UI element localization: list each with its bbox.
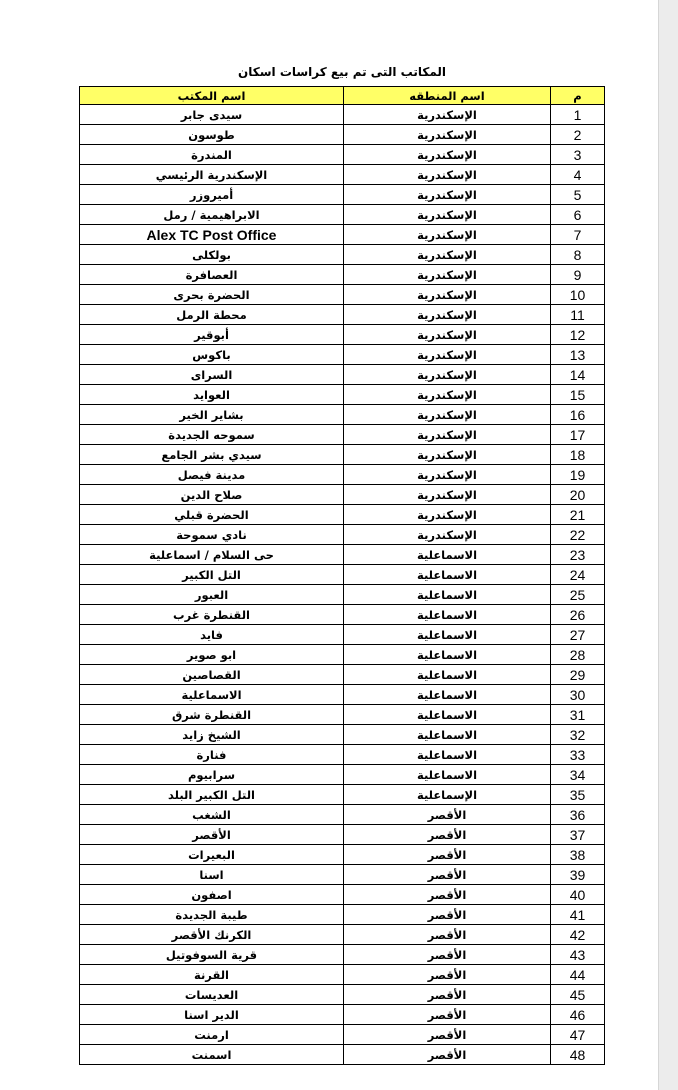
region-name-cell: الأقصر [344,845,551,865]
row-number-cell: 28 [551,645,605,665]
table-row [80,385,605,405]
region-name-cell: الإسكندرية [344,225,551,245]
table-row [80,445,605,465]
office-name-cell: سموحه الجديدة [80,425,344,445]
office-name-cell: طوسون [80,125,344,145]
office-name-cell: العصافرة [80,265,344,285]
header-number: م [551,87,605,105]
office-name-cell: العوايد [80,385,344,405]
table-row [80,945,605,965]
region-name-cell: الاسماعلية [344,705,551,725]
table-row [80,125,605,145]
region-name-cell: الأقصر [344,985,551,1005]
row-number-cell: 9 [551,265,605,285]
row-number-cell: 21 [551,505,605,525]
table-row [80,825,605,845]
row-number-cell: 8 [551,245,605,265]
row-number-cell: 1 [551,105,605,125]
region-name-cell: الإسكندرية [344,345,551,365]
page-edge-scrollbar [658,0,678,1090]
table-row [80,785,605,805]
table-row [80,505,605,525]
office-name-cell: سرابيوم [80,765,344,785]
region-name-cell: الأقصر [344,925,551,945]
office-name-cell: القصاصين [80,665,344,685]
row-number-cell: 18 [551,445,605,465]
office-name-cell: الاسماعلية [80,685,344,705]
region-name-cell: الإسكندرية [344,525,551,545]
row-number-cell: 46 [551,1005,605,1025]
region-name-cell: الإسكندرية [344,285,551,305]
office-name-cell: حى السلام / اسماعلية [80,545,344,565]
region-name-cell: الأقصر [344,865,551,885]
row-number-cell: 16 [551,405,605,425]
office-name-cell: فايد [80,625,344,645]
table-row [80,685,605,705]
table-row [80,565,605,585]
table-row [80,885,605,905]
region-name-cell: الإسكندرية [344,125,551,145]
row-number-cell: 25 [551,585,605,605]
office-name-cell: اسمنت [80,1045,344,1065]
row-number-cell: 24 [551,565,605,585]
table-row [80,185,605,205]
row-number-cell: 43 [551,945,605,965]
office-name-cell: البعيرات [80,845,344,865]
row-number-cell: 42 [551,925,605,945]
table-row [80,845,605,865]
table-row [80,485,605,505]
table-row [80,645,605,665]
table-row [80,105,605,125]
offices-table [79,86,605,1065]
region-name-cell: الإسكندرية [344,105,551,125]
row-number-cell: 35 [551,785,605,805]
region-name-cell: الأقصر [344,825,551,845]
region-name-cell: الإسكندرية [344,425,551,445]
row-number-cell: 48 [551,1045,605,1065]
row-number-cell: 26 [551,605,605,625]
region-name-cell: الإسكندرية [344,165,551,185]
row-number-cell: 32 [551,725,605,745]
office-name-cell: الحضرة قبلي [80,505,344,525]
row-number-cell: 37 [551,825,605,845]
row-number-cell: 17 [551,425,605,445]
table-row [80,325,605,345]
office-name-cell: باكوس [80,345,344,365]
row-number-cell: 45 [551,985,605,1005]
region-name-cell: الإسكندرية [344,305,551,325]
office-name-cell: الحضرة بحرى [80,285,344,305]
region-name-cell: الإسكندرية [344,505,551,525]
office-name-cell: الأقصر [80,825,344,845]
row-number-cell: 47 [551,1025,605,1045]
office-name-cell: القنطرة غرب [80,605,344,625]
region-name-cell: الاسماعلية [344,565,551,585]
row-number-cell: 3 [551,145,605,165]
table-header-row [80,87,605,105]
table-row [80,345,605,365]
office-name-cell: ارمنت [80,1025,344,1045]
row-number-cell: 23 [551,545,605,565]
row-number-cell: 22 [551,525,605,545]
table-row [80,425,605,445]
table-row [80,225,605,245]
table-row [80,605,605,625]
office-name-cell: الشيخ زايد [80,725,344,745]
region-name-cell: الاسماعلية [344,625,551,645]
table-row [80,465,605,485]
region-name-cell: الإسكندرية [344,245,551,265]
office-name-cell: أميروزر [80,185,344,205]
region-name-cell: الإسكندرية [344,205,551,225]
table-row [80,165,605,185]
office-name-cell: بشاير الخير [80,405,344,425]
region-name-cell: الإسكندرية [344,185,551,205]
table-row [80,305,605,325]
office-name-cell: التل الكبير البلد [80,785,344,805]
row-number-cell: 41 [551,905,605,925]
region-name-cell: الأقصر [344,945,551,965]
row-number-cell: 12 [551,325,605,345]
region-name-cell: الإسكندرية [344,365,551,385]
row-number-cell: 6 [551,205,605,225]
table-row [80,705,605,725]
region-name-cell: الإسكندرية [344,405,551,425]
table-row [80,865,605,885]
table-row [80,965,605,985]
office-name-cell: الشغب [80,805,344,825]
region-name-cell: الأقصر [344,1005,551,1025]
table-row [80,285,605,305]
table-row [80,905,605,925]
row-number-cell: 27 [551,625,605,645]
office-name-cell: الإسكندرية الرئيسي [80,165,344,185]
region-name-cell: الإسكندرية [344,445,551,465]
row-number-cell: 40 [551,885,605,905]
region-name-cell: الأقصر [344,1045,551,1065]
office-name-cell: ابو صوير [80,645,344,665]
table-row [80,585,605,605]
region-name-cell: الاسماعلية [344,585,551,605]
office-name-cell: صلاح الدين [80,485,344,505]
row-number-cell: 2 [551,125,605,145]
row-number-cell: 13 [551,345,605,365]
region-name-cell: الإسكندرية [344,385,551,405]
office-name-cell: قرية السوفوتيل [80,945,344,965]
table-row [80,665,605,685]
office-name-cell: السراى [80,365,344,385]
region-name-cell: الإسكندرية [344,265,551,285]
office-name-cell: الكرنك الأقصر [80,925,344,945]
row-number-cell: 31 [551,705,605,725]
region-name-cell: الإسكندرية [344,465,551,485]
table-row [80,985,605,1005]
row-number-cell: 36 [551,805,605,825]
header-office-name: اسم المكتب [80,87,344,105]
office-name-cell: مدينة فيصل [80,465,344,485]
table-row [80,265,605,285]
region-name-cell: الاسماعلية [344,665,551,685]
office-name-cell: بولكلى [80,245,344,265]
office-name-cell: التل الكبير [80,565,344,585]
office-name-cell: أبوقير [80,325,344,345]
office-name-cell: الابراهيمية / رمل [80,205,344,225]
region-name-cell: الاسماعلية [344,645,551,665]
row-number-cell: 19 [551,465,605,485]
region-name-cell: الإسكندرية [344,325,551,345]
region-name-cell: الاسماعلية [344,765,551,785]
row-number-cell: 29 [551,665,605,685]
region-name-cell: الاسماعلية [344,545,551,565]
region-name-cell: الأقصر [344,965,551,985]
table-row [80,365,605,385]
table-row [80,1025,605,1045]
table-row [80,205,605,225]
table-row [80,925,605,945]
office-name-cell: طيبة الجديدة [80,905,344,925]
region-name-cell: الإسكندرية [344,145,551,165]
office-name-cell: نادي سموحة [80,525,344,545]
row-number-cell: 30 [551,685,605,705]
table-row [80,745,605,765]
table-row [80,1005,605,1025]
office-name-cell: القرنة [80,965,344,985]
document-title: المكاتب التى تم بيع كراسات اسكان [238,65,446,79]
table-row [80,625,605,645]
row-number-cell: 11 [551,305,605,325]
office-name-cell: الدير اسنا [80,1005,344,1025]
region-name-cell: الاسماعلية [344,605,551,625]
office-name-cell: القنطرة شرق [80,705,344,725]
row-number-cell: 33 [551,745,605,765]
row-number-cell: 10 [551,285,605,305]
table-row [80,1045,605,1065]
region-name-cell: الأقصر [344,905,551,925]
table-row [80,405,605,425]
row-number-cell: 39 [551,865,605,885]
office-name-cell: المندرة [80,145,344,165]
office-name-cell: اسنا [80,865,344,885]
region-name-cell: الأقصر [344,1025,551,1045]
row-number-cell: 20 [551,485,605,505]
office-name-cell: محطة الرمل [80,305,344,325]
table-row [80,545,605,565]
row-number-cell: 14 [551,365,605,385]
table-row [80,245,605,265]
office-name-cell: سيدى جابر [80,105,344,125]
row-number-cell: 4 [551,165,605,185]
office-name-cell: سيدي بشر الجامع [80,445,344,465]
table-body [80,105,605,1065]
region-name-cell: الأقصر [344,805,551,825]
office-name-cell: العديسات [80,985,344,1005]
office-name-cell: Alex TC Post Office [80,225,344,245]
row-number-cell: 44 [551,965,605,985]
row-number-cell: 15 [551,385,605,405]
region-name-cell: الأقصر [344,885,551,905]
region-name-cell: الإسماعلية [344,785,551,805]
office-name-cell: العبور [80,585,344,605]
region-name-cell: الاسماعلية [344,745,551,765]
table-row [80,725,605,745]
region-name-cell: الاسماعلية [344,685,551,705]
region-name-cell: الإسكندرية [344,485,551,505]
table-row [80,805,605,825]
office-name-cell: فنارة [80,745,344,765]
table-row [80,525,605,545]
office-name-cell: اصفون [80,885,344,905]
header-region-name: اسم المنطقه [344,87,551,105]
table-row [80,145,605,165]
row-number-cell: 34 [551,765,605,785]
row-number-cell: 5 [551,185,605,205]
row-number-cell: 38 [551,845,605,865]
row-number-cell: 7 [551,225,605,245]
region-name-cell: الاسماعلية [344,725,551,745]
table-row [80,765,605,785]
